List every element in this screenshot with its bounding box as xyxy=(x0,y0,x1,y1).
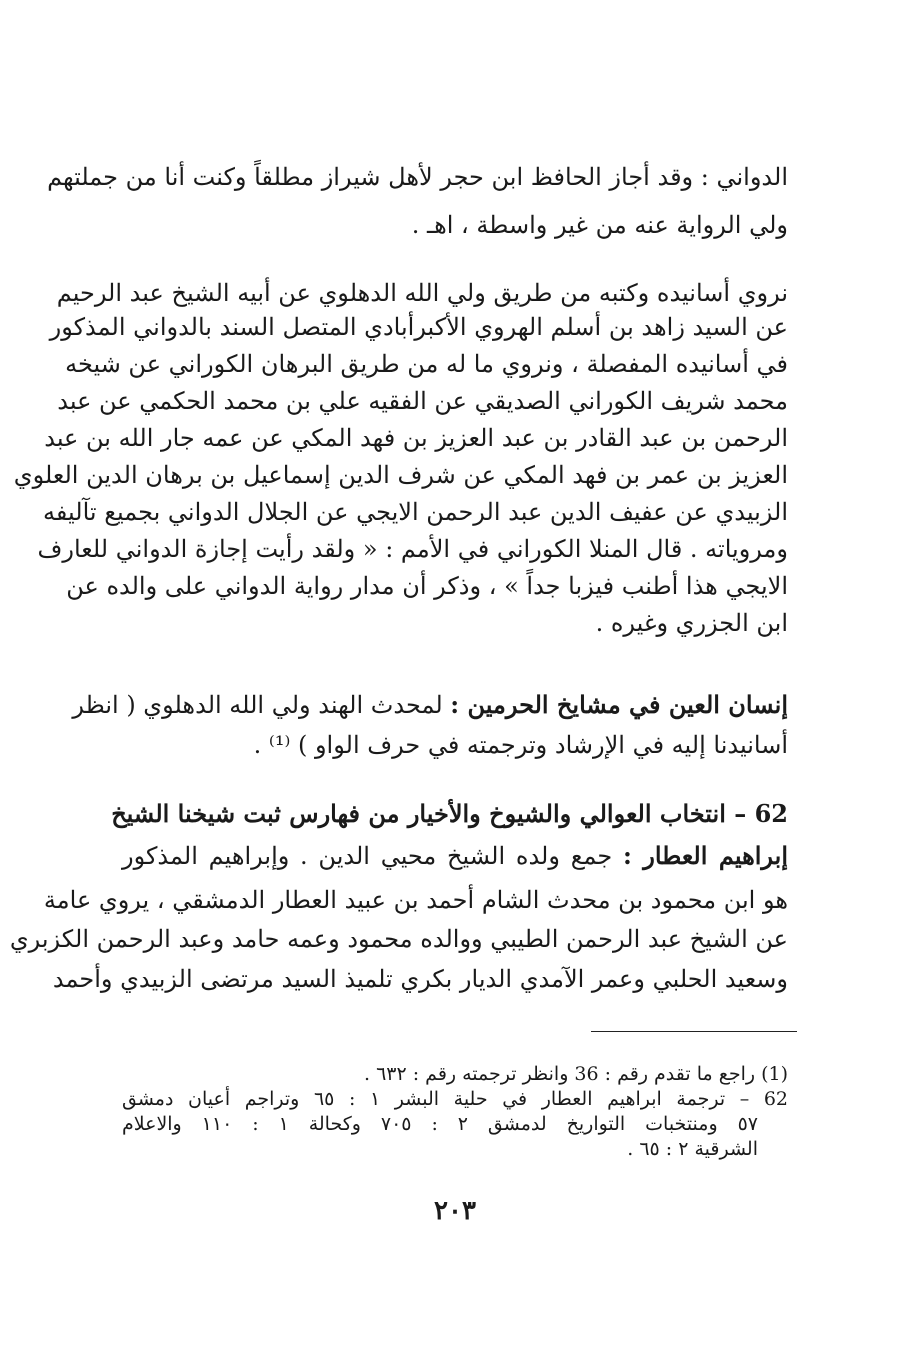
text-line: ابن الجزري وغيره . xyxy=(595,609,788,637)
text-line: وسعيد الحلبي وعمر الآمدي الديار بكري تلميذ السيد مرتضى الزبيدي وأحمد xyxy=(52,965,788,993)
text-line: عن السيد زاهد بن أسلم الهروي الأكبرأبادي المتصل السند بالدواني المذكور xyxy=(49,313,788,341)
text-line: في أسانيده المفصلة ، ونروي ما له من طريق البرهان الكوراني عن شيخه xyxy=(65,350,788,378)
text-line: الايجي هذا أطنب فيزبا جداً » ، وذكر أن مدار رواية الدواني على والده عن xyxy=(66,572,788,600)
text-line: محمد شريف الكوراني الصديقي عن الفقيه علي بن محمد الحكمي عن عبد xyxy=(57,387,788,415)
footnote-separator xyxy=(591,1031,797,1032)
text-line: نروي أسانيده وكتبه من طريق ولي الله الدهلوي عن أبيه الشيخ عبد الرحيم xyxy=(56,279,788,307)
footnote: 62 – ترجمة ابراهيم العطار في حلية البشر ١ : ٦٥ وتراجم أعيان دمشق xyxy=(122,1088,789,1110)
text-line: ولي الرواية عنه من غير واسطة ، اهـ . xyxy=(411,211,788,239)
page-number: ٢٠٣ xyxy=(434,1196,476,1226)
footnote: (1) راجع ما تقدم رقم : 36 وانظر ترجمته رقم : ٦٣٢ . xyxy=(363,1063,788,1085)
text-line: الدواني : وقد أجاز الحافظ ابن حجر لأهل شيراز مطلقاً وكنت أنا من جملتهم xyxy=(47,163,788,191)
text-line xyxy=(122,839,788,873)
text-line: ومروياته . قال المنلا الكوراني في الأمم : « ولقد رأيت إجازة الدواني للعارف xyxy=(37,535,788,563)
text-line: هو ابن محمود بن محدث الشام أحمد بن عبيد العطار الدمشقي ، يروي عامة xyxy=(43,886,788,914)
text-line: الرحمن بن عبد القادر بن عبد العزيز بن فهد المكي عن عمه جار الله بن عبد xyxy=(44,424,788,452)
text-line: العزيز بن عمر بن فهد المكي عن شرف الدين إسماعيل بن برهان الدين العلوي xyxy=(13,461,788,489)
text-line: الزبيدي عن عفيف الدين عبد الرحمن الايجي عن الجلال الدواني بجميع تآليفه xyxy=(43,498,788,526)
text-line: عن الشيخ عبد الرحمن الطيبي ووالده محمود وعمه حامد وعبد الرحمن الكزبري xyxy=(9,925,788,953)
text-line: أسانيدنا إليه في الإرشاد وترجمته في حرف الواو ) ⁽¹⁾ . xyxy=(253,731,788,759)
book-title: إنسان العين في مشايخ الحرمين : xyxy=(450,690,788,719)
footnote: الشرقية ٢ : ٦٥ . xyxy=(627,1138,758,1160)
text-span: لمحدث الهند ولي الله الدهلوي ( انظر xyxy=(72,691,443,719)
footnote: ٥٧ ومنتخبات التواريخ لدمشق ٢ : ٧٠٥ وكحالة ١ : ١١٠ والاعلام xyxy=(122,1113,758,1135)
book-title: إبراهيم العطار : xyxy=(622,841,789,870)
entry-heading: 62 – انتخاب العوالي والشيوخ والأخيار من فهارس ثبت شيخنا الشيخ xyxy=(111,799,788,828)
text-line xyxy=(72,688,788,722)
text-span: جمع ولده الشيخ محيي الدين . وإبراهيم المذكور xyxy=(122,842,613,870)
